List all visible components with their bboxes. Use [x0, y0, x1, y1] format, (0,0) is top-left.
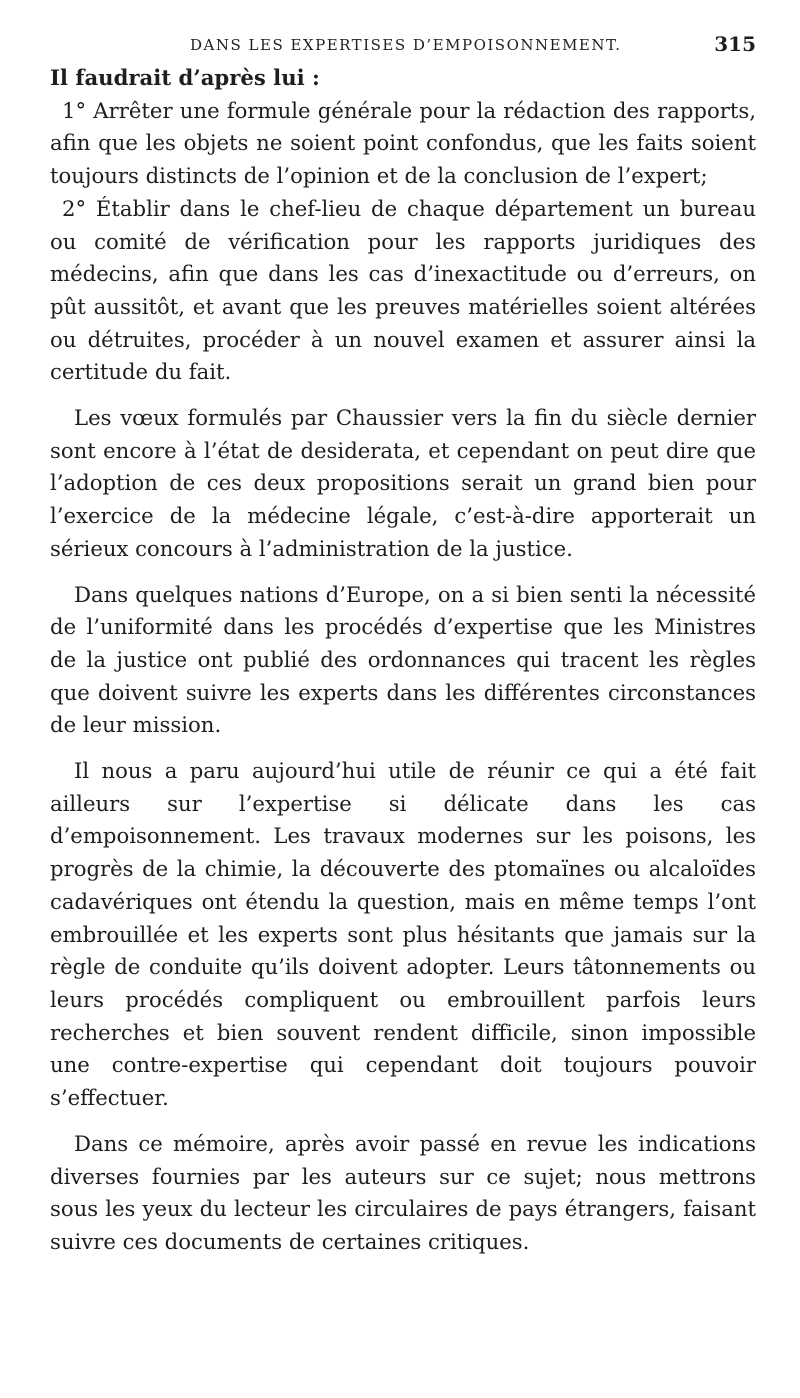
- page-number: 315: [714, 32, 756, 56]
- list-item: [50, 193, 756, 389]
- paragraph: Les vœux formulés par Chaussier vers la fin du siècle dernier sont encore à l’état de desiderata, et cependant on peut dire que l’adoption de ces deux propositions serait un grand bien pour l’exercice de la médecine légale, c’est-à-dire apporterait un sérieux concours à l’administration de la justice.: [50, 405, 756, 561]
- paragraph: Dans quelques nations d’Europe, on a si bien senti la nécessité de l’uniformité dans les procédés d’expertise que les Ministres de la justice ont publié des ordonnances qui tracent les règles que doivent suivre les experts dans les différentes circonstances de leur mission.: [50, 581, 756, 738]
- list-item: [50, 95, 756, 193]
- list-item-text: Arrêter une formule générale pour la rédaction des rapports, afin que les objets ne soient point confondus, que les faits soient toujours distincts de l’opinion et de la conclusion de l’expert;: [50, 97, 756, 189]
- list-item-text: Établir dans le chef-lieu de chaque département un bureau ou comité de vérification pour les rapports juridiques des médecins, afin que dans les cas d’inexactitude ou d’erreurs, on pût aussitôt, et avant que les preuves matérielles soient altérées ou détruites, procéder à un nouvel examen et assurer ainsi la certitude du fait.: [50, 195, 756, 385]
- list-item-number: 1°: [62, 97, 87, 123]
- intro-line: Il faudrait d’après lui :: [50, 65, 320, 90]
- body-text: [50, 62, 756, 1259]
- paragraph: Il nous a paru aujourd’hui utile de réunir ce qui a été fait ailleurs sur l’expertise si délicate dans les cas d’empoisonnement. Les travaux modernes sur les poisons, les progrès de la chimie, la découverte des ptomaïnes ou alcaloïdes cadavériques ont étendu la question, mais en même temps l’ont embrouillée et les experts sont plus hésitants que jamais sur la règle de conduite qu’ils doivent adopter. Leurs tâtonnements ou leurs procédés compliquent ou embrouillent parfois leurs recherches et bien souvent rendent difficile, sinon impossible une contre-expertise qui cependant doit toujours pouvoir s’effectuer.: [50, 758, 756, 1111]
- list-item-number: 2°: [62, 195, 87, 221]
- paragraph: Dans ce mémoire, après avoir passé en revue les indications diverses fournies par les auteurs sur ce sujet; nous mettrons sous les yeux du lecteur les circulaires de pays étrangers, faisant suivre ces documents de certaines critiques.: [50, 1130, 756, 1254]
- running-head: [50, 30, 756, 62]
- running-title: DANS LES EXPERTISES D’EMPOISONNEMENT.: [190, 36, 622, 54]
